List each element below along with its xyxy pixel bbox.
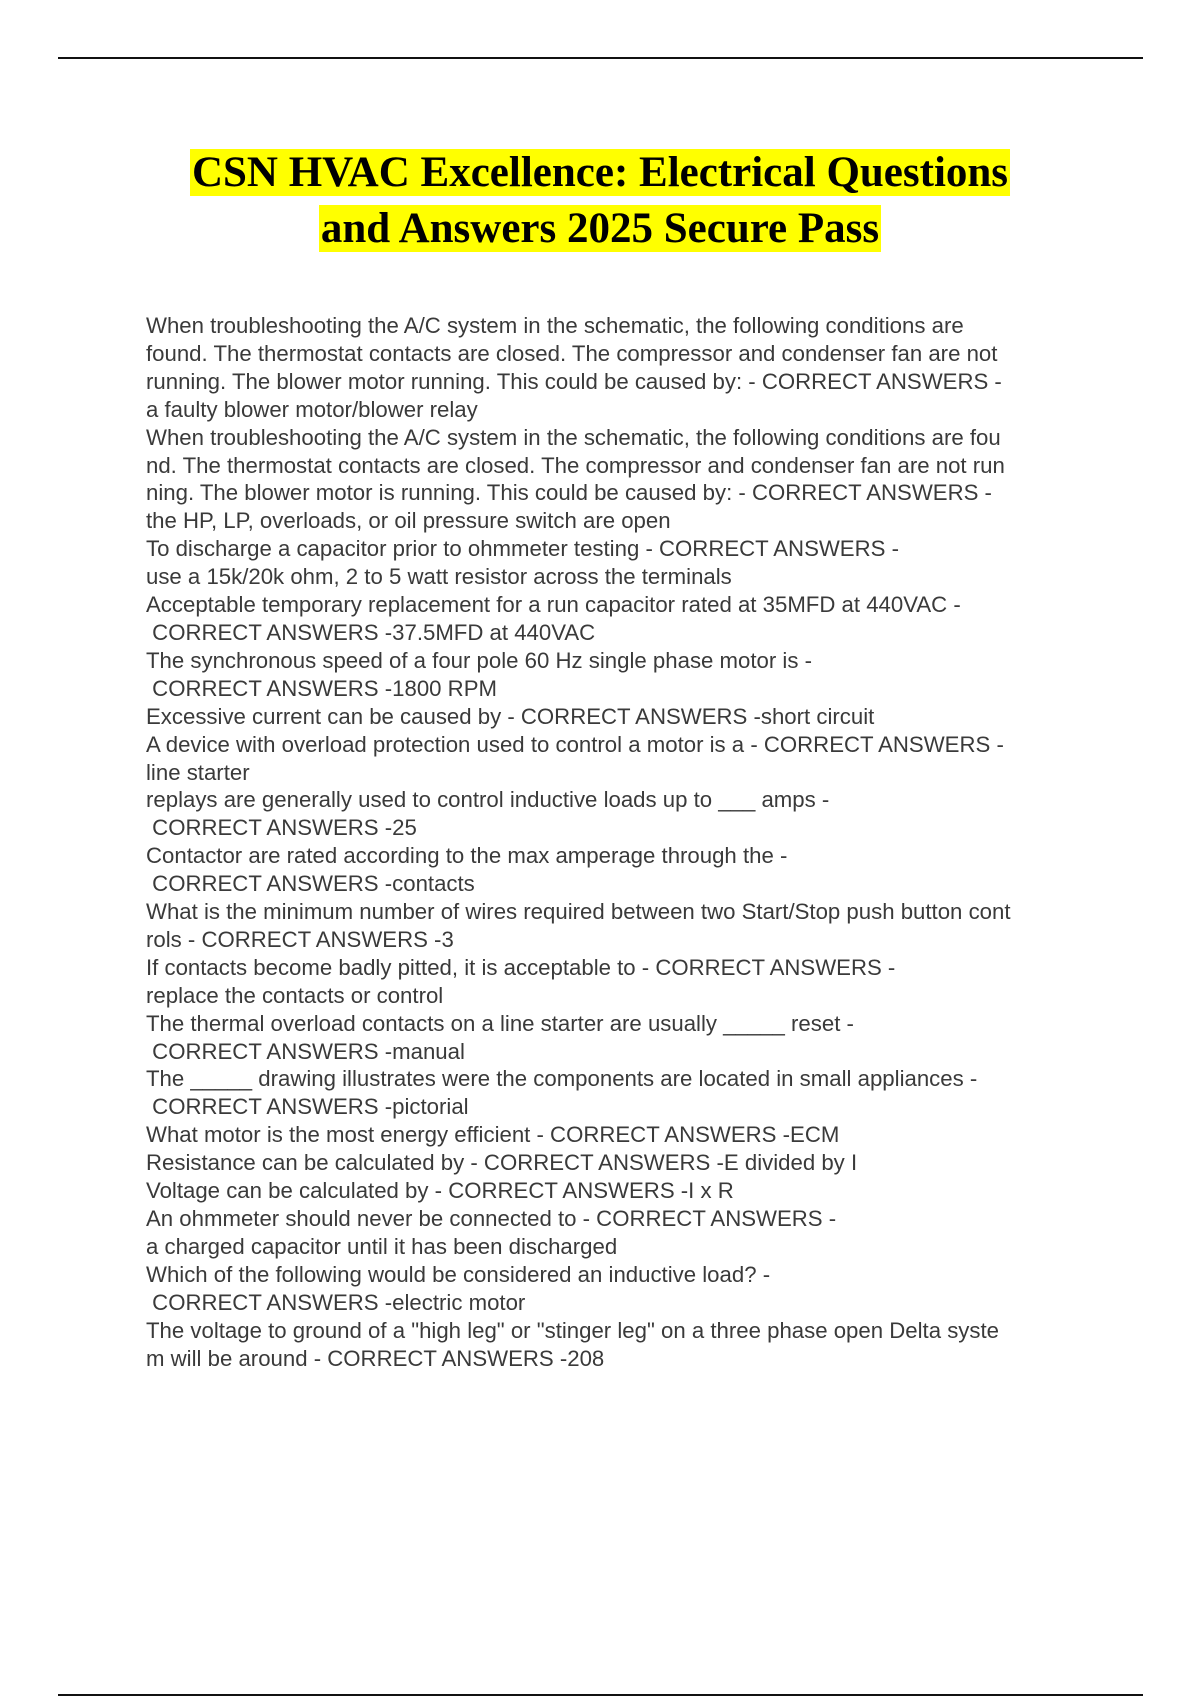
qa-entry: [146, 1065, 1096, 1121]
qa-entry: [146, 1317, 1096, 1373]
qa-line: found. The thermostat contacts are closed. The compressor and condenser fan are not: [146, 340, 998, 366]
title-line-1: CSN HVAC Excellence: Electrical Questions: [191, 149, 1009, 196]
qa-line: The synchronous speed of a four pole 60 Hz single phase motor is -: [146, 647, 812, 673]
qa-line: CORRECT ANSWERS -manual: [146, 1038, 465, 1064]
qa-line: CORRECT ANSWERS -1800 RPM: [146, 675, 497, 701]
qa-line: Resistance can be calculated by - CORRECT ANSWERS -E divided by I: [146, 1150, 858, 1176]
qa-line: The voltage to ground of a "high leg" or "stinger leg" on a three phase open Delta syste: [146, 1317, 999, 1343]
qa-entry: [146, 1121, 1096, 1149]
qa-line: An ohmmeter should never be connected to - CORRECT ANSWERS -: [146, 1206, 837, 1231]
title-line-2: and Answers 2025 Secure Pass: [320, 205, 880, 252]
qa-line: Which of the following would be considered an inductive load? -: [146, 1261, 771, 1287]
qa-line: To discharge a capacitor prior to ohmmeter testing - CORRECT ANSWERS -: [146, 536, 899, 562]
qa-line: use a 15k/20k ohm, 2 to 5 watt resistor across the terminals: [146, 564, 732, 590]
qa-line: a charged capacitor until it has been discharged: [146, 1233, 618, 1259]
qa-entry: [146, 842, 1096, 898]
qa-line: When troubleshooting the A/C system in the schematic, the following conditions are fou: [146, 424, 1001, 450]
qa-entry: [146, 954, 1096, 1010]
qa-line: If contacts become badly pitted, it is acceptable to - CORRECT ANSWERS -: [146, 954, 896, 980]
qa-line: CORRECT ANSWERS -contacts: [146, 871, 475, 897]
qa-line: Acceptable temporary replacement for a run capacitor rated at 35MFD at 440VAC -: [146, 592, 961, 618]
qa-entry: [146, 312, 1096, 424]
qa-line: CORRECT ANSWERS -electric motor: [146, 1289, 526, 1315]
qa-line: replays are generally used to control inductive loads up to ___ amps -: [146, 787, 830, 813]
qa-line: What motor is the most energy efficient - CORRECT ANSWERS -ECM: [146, 1122, 840, 1148]
qa-line: rols - CORRECT ANSWERS -3: [146, 926, 454, 952]
qa-entry: [146, 731, 1096, 787]
qa-entry: [146, 1010, 1096, 1066]
qa-entry: [146, 591, 1096, 647]
qa-entry: [146, 703, 1096, 731]
qa-line: Voltage can be calculated by - CORRECT ANSWERS -I x R: [146, 1178, 734, 1204]
qa-line: m will be around - CORRECT ANSWERS -208: [146, 1345, 605, 1371]
qa-line: running. The blower motor running. This could be caused by: - CORRECT ANSWERS -: [146, 368, 1002, 394]
qa-entry: [146, 786, 1096, 842]
qa-line: When troubleshooting the A/C system in the schematic, the following conditions are: [146, 313, 964, 338]
qa-line: The _____ drawing illustrates were the components are located in small appliances -: [146, 1066, 978, 1092]
qa-entry: [146, 535, 1096, 591]
qa-entry: [146, 1177, 1096, 1205]
qa-line: a faulty blower motor/blower relay: [146, 396, 478, 422]
qa-line: A device with overload protection used to control a motor is a - CORRECT ANSWERS -: [146, 731, 1004, 757]
qa-line: Excessive current can be caused by - CORRECT ANSWERS -short circuit: [146, 703, 875, 729]
bottom-rule: [58, 1694, 1143, 1696]
qa-line: the HP, LP, overloads, or oil pressure switch are open: [146, 508, 671, 534]
qa-list: [146, 312, 1096, 1372]
qa-line: Contactor are rated according to the max amperage through the -: [146, 843, 788, 869]
qa-line: replace the contacts or control: [146, 982, 444, 1008]
qa-line: line starter: [146, 759, 250, 785]
qa-entry: [146, 424, 1096, 536]
qa-line: The thermal overload contacts on a line starter are usually _____ reset -: [146, 1010, 854, 1036]
qa-entry: [146, 1149, 1096, 1177]
qa-line: CORRECT ANSWERS -37.5MFD at 440VAC: [146, 619, 596, 645]
qa-line: nd. The thermostat contacts are closed. The compressor and condenser fan are not run: [146, 452, 1005, 478]
qa-line: CORRECT ANSWERS -pictorial: [146, 1094, 469, 1120]
top-rule: [58, 57, 1143, 59]
qa-entry: [146, 898, 1096, 954]
qa-line: ning. The blower motor is running. This could be caused by: - CORRECT ANSWERS -: [146, 480, 992, 506]
qa-entry: [146, 1261, 1096, 1317]
qa-line: What is the minimum number of wires required between two Start/Stop push button cont: [146, 899, 1011, 925]
qa-entry: [146, 647, 1096, 703]
qa-entry: [146, 1205, 1096, 1261]
qa-line: CORRECT ANSWERS -25: [146, 815, 417, 841]
document-title: [60, 145, 1140, 257]
